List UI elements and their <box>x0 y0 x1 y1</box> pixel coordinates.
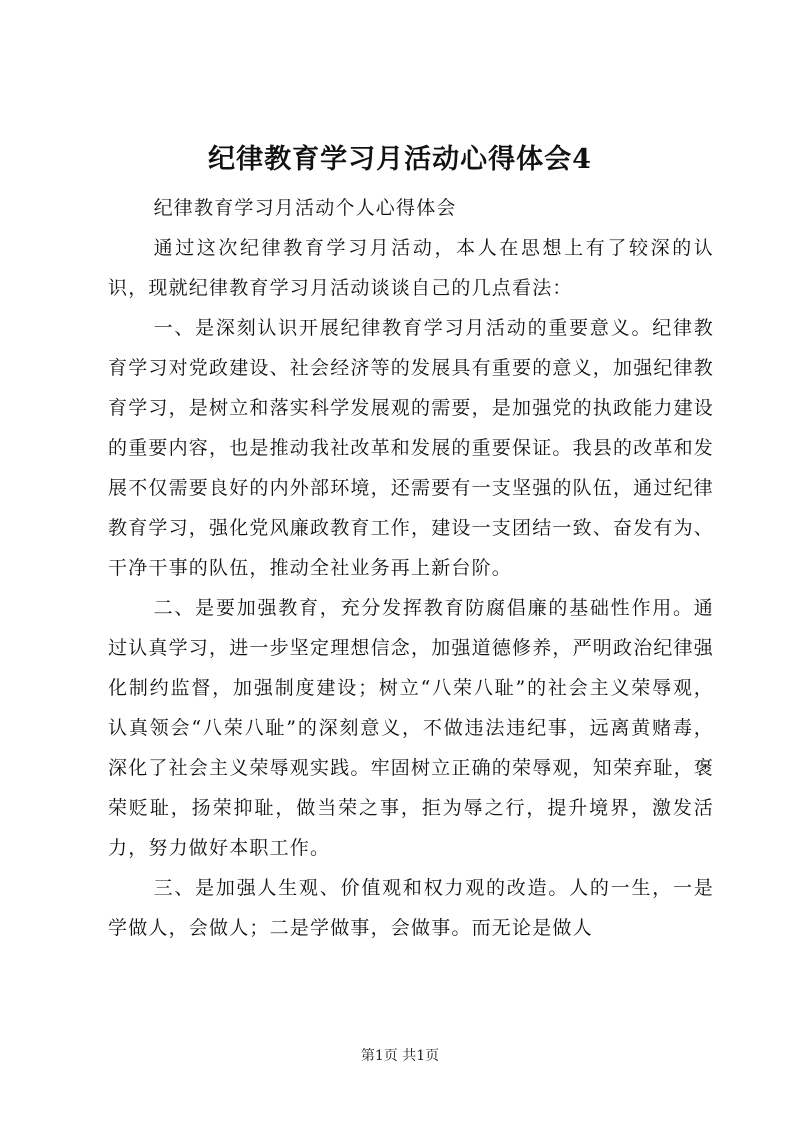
page-footer: 第1页 共1页 <box>360 1048 440 1064</box>
paragraph-point-3: 三、是加强人生观、价值观和权力观的改造。人的一生，一是学做人，会做人；二是学做事，会做事。而无论是做人 <box>108 877 714 939</box>
document-body <box>108 188 714 948</box>
document-title: 纪律教育学习月活动心得体会4 <box>208 144 592 175</box>
paragraph-intro: 通过这次纪律教育学习月活动，本人在思想上有了较深的认识，现就纪律教育学习月活动谈谈自己的几点看法： <box>108 237 714 299</box>
paragraph-point-1: 一、是深刻认识开展纪律教育学习月活动的重要意义。纪律教育学习对党政建设、社会经济等的发展具有重要的意义，加强纪律教育学习，是树立和落实科学发展观的需要，是加强党的执政能力建设的重要内容，也是推动我社改革和发展的重要保证。我县的改革和发展不仅需要良好的内外部环境，还需要有一支坚强的队伍，通过纪律教育学习，强化党风廉政教育工作，建设一支团结一致、奋发有为、干净干事的队伍，推动全社业务再上新台阶。 <box>108 317 715 579</box>
paragraph-point-2: 二、是要加强教育，充分发挥教育防腐倡廉的基础性作用。通过认真学习，进一步坚定理想信念，加强道德修养，严明政治纪律强化制约监督，加强制度建设；树立“八荣八耻”的社会主义荣辱观，认真领会“八荣八耻”的深刻意义，不做违法违纪事，远离黄赌毒，深化了社会主义荣辱观实践。牢固树立正确的荣辱观，知荣弃耻，褒荣贬耻，扬荣抑耻，做当荣之事，拒为辱之行，提升境界，激发活力，努力做好本职工作。 <box>108 597 715 859</box>
document-subtitle: 纪律教育学习月活动个人心得体会 <box>153 197 457 219</box>
